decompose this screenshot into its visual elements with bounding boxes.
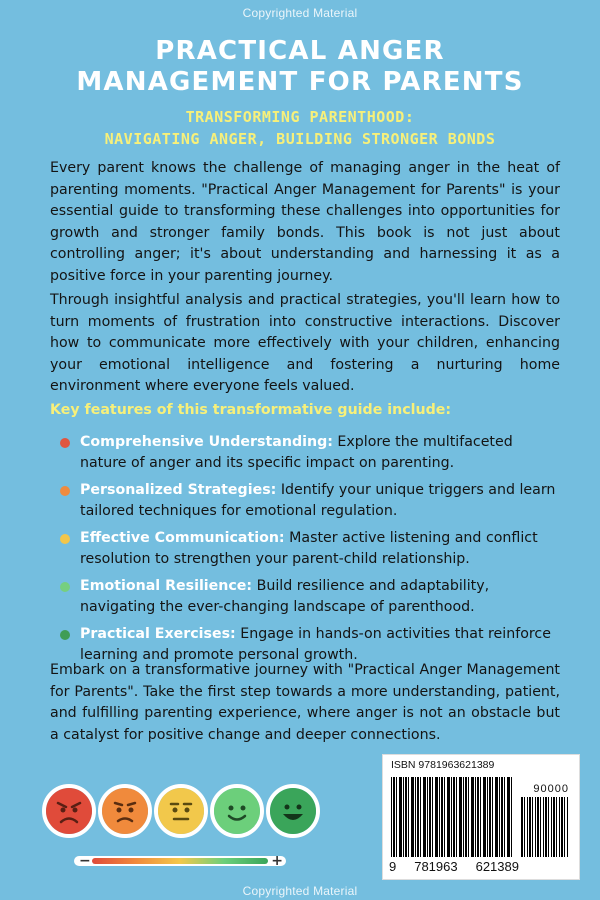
barcode-bars — [391, 777, 513, 857]
watermark-top: Copyrighted Material — [242, 6, 358, 20]
bullet-dot-icon — [60, 534, 70, 544]
minus-icon: − — [79, 853, 91, 869]
smile-face-icon — [210, 784, 264, 838]
scale-gradient — [92, 858, 268, 864]
isbn-digits — [389, 859, 519, 874]
feature-name: Effective Communication: — [80, 530, 285, 546]
feature-name: Emotional Resilience: — [80, 578, 253, 594]
features-list — [58, 432, 558, 672]
happy-face-icon — [266, 784, 320, 838]
isbn-label: ISBN 9781963621389 — [391, 759, 495, 771]
feature-name: Personalized Strategies: — [80, 482, 277, 498]
feature-text: Identify your unique triggers and learn tailored techniques for emotional regulation. — [80, 482, 556, 519]
price-code: 90000 — [533, 783, 569, 795]
isbn-digit-group: 781963 — [414, 859, 458, 874]
neutral-face-icon — [154, 784, 208, 838]
feature-item — [58, 528, 558, 576]
isbn-barcode — [382, 754, 580, 880]
bullet-dot-icon — [60, 582, 70, 592]
bullet-dot-icon — [60, 438, 70, 448]
book-subtitle: TRANSFORMING PARENTHOOD: NAVIGATING ANGER, BUILDING STRONGER BONDS — [104, 108, 496, 148]
second-paragraph: Through insightful analysis and practical strategies, you'll learn how to turn moments of frustration into constructive interactions. Discover how to communicate more effectively with your children, enhancing your emotional intelligence and fostering a nurturing home environment where everyone feels valued. — [50, 292, 560, 394]
plus-icon: + — [271, 853, 283, 869]
feature-text: Build resilience and adaptability, navigating the ever-changing landscape of parenthood. — [80, 578, 490, 615]
book-title: PRACTICAL ANGER MANAGEMENT FOR PARENTS — [76, 36, 524, 97]
feature-text: Master active listening and conflict resolution to strengthen your parent-child relationship. — [80, 530, 538, 567]
addon-barcode-bars — [521, 797, 569, 857]
feature-text: Engage in hands-on activities that reinforce learning and promote personal growth. — [80, 626, 551, 663]
isbn-digit-group: 9 — [389, 859, 397, 874]
emotion-scale-bar — [74, 853, 286, 869]
intro-paragraph: Every parent knows the challenge of managing anger in the heat of parenting moments. "Practical Anger Management for Parents" is your essential guide to transforming these challenges into opportunities for growth and stronger family bonds. This book is not just about controlling anger; it's about understanding and harnessing it as a positive force in your parenting journey. — [50, 160, 560, 284]
feature-name: Practical Exercises: — [80, 626, 236, 642]
closing-paragraph: Embark on a transformative journey with "Practical Anger Management for Parents". Take the first step towards a more understanding, patient, and fulfilling parenting experience, where anger is not an obstacle but a catalyst for positive change and deeper connections. — [50, 662, 560, 743]
bullet-dot-icon — [60, 630, 70, 640]
feature-text: Explore the multifaceted nature of anger and its specific impact on parenting. — [80, 434, 513, 471]
features-heading: Key features of this transformative guide include: — [50, 402, 452, 418]
isbn-digit-group: 621389 — [475, 859, 519, 874]
watermark-bottom: Copyrighted Material — [242, 884, 358, 898]
feature-item — [58, 576, 558, 624]
feature-item — [58, 432, 558, 480]
angry-face-icon — [42, 784, 96, 838]
emotion-scale — [42, 784, 318, 876]
sad-face-icon — [98, 784, 152, 838]
feature-item — [58, 480, 558, 528]
feature-name: Comprehensive Understanding: — [80, 434, 333, 450]
bullet-dot-icon — [60, 486, 70, 496]
